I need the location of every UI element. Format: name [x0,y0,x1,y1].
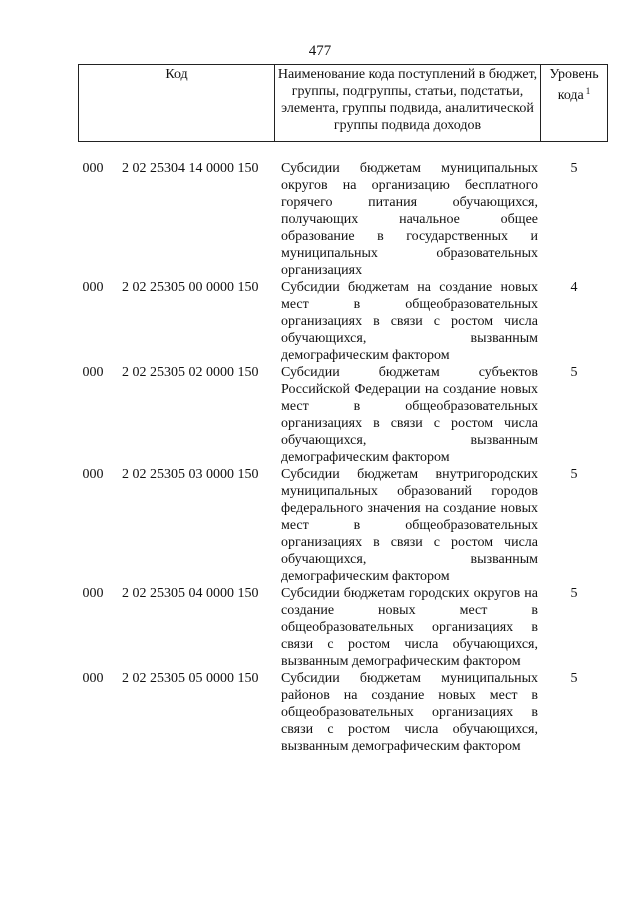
header-level-footnote: 1 [585,86,591,96]
row-admin-code: 000 [82,365,104,380]
header-level-cell [540,65,608,141]
row-level: 5 [570,671,578,686]
row-level: 5 [570,161,578,176]
header-name-cell [274,65,540,141]
row-level: 4 [570,280,578,295]
table-row [78,585,608,670]
page-number: 477 [308,43,332,59]
table-row [78,279,608,364]
row-name: Субсидии бюджетам городских округов на создание новых мест в общеобразовательных организациях в связи с ростом числа обучающихся, вызванным демографическим фактором [281,586,538,669]
header-level-label-line1: Уровень [549,67,599,82]
row-admin-code: 000 [82,586,104,601]
row-name: Субсидии бюджетам на создание новых мест в общеобразовательных организациях в связи с ростом числа обучающихся, вызванным демографическим фактором [281,280,538,363]
header-level-label-line2: кода [557,88,584,103]
row-name: Субсидии бюджетам муниципальных округов на организацию бесплатного горячего питания обучающихся, получающих начальное общее образование в государственных и муниципальных образовательных организациях [281,161,538,278]
row-admin-code: 000 [82,671,104,686]
row-income-code: 2 02 25305 00 0000 150 [122,280,259,295]
row-level: 5 [570,586,578,601]
table-row [78,670,608,755]
table-row [78,364,608,466]
row-name: Субсидии бюджетам муниципальных районов на создание новых мест в общеобразовательных организациях в связи с ростом числа обучающихся, вызванным демографическим фактором [281,671,538,754]
table-row [78,466,608,585]
row-level: 5 [570,467,578,482]
row-admin-code: 000 [82,161,104,176]
row-admin-code: 000 [82,467,104,482]
header-code-label: Код [165,67,188,82]
table-header [78,64,608,142]
row-name: Субсидии бюджетам субъектов Российской Федерации на создание новых мест в общеобразовательных организациях в связи с ростом числа обучающихся, вызванным демографическим фактором [281,365,538,465]
row-level: 5 [570,365,578,380]
table-body [78,160,608,755]
row-income-code: 2 02 25305 05 0000 150 [122,671,259,686]
row-name: Субсидии бюджетам внутригородских муниципальных образований городов федерального значения на создание новых мест в общеобразовательных организациях в связи с ростом числа обучающихся, вызванным демографическим фактором [281,467,538,584]
row-income-code: 2 02 25304 14 0000 150 [122,161,259,176]
row-admin-code: 000 [82,280,104,295]
row-income-code: 2 02 25305 03 0000 150 [122,467,259,482]
header-code-cell [78,65,274,141]
row-income-code: 2 02 25305 02 0000 150 [122,365,259,380]
header-name-label: Наименование кода поступлений в бюджет, группы, подгруппы, статьи, подстатьи, элемента, группы подвида, аналитической группы подвида доходов [277,67,538,133]
row-income-code: 2 02 25305 04 0000 150 [122,586,259,601]
table-row [78,160,608,279]
